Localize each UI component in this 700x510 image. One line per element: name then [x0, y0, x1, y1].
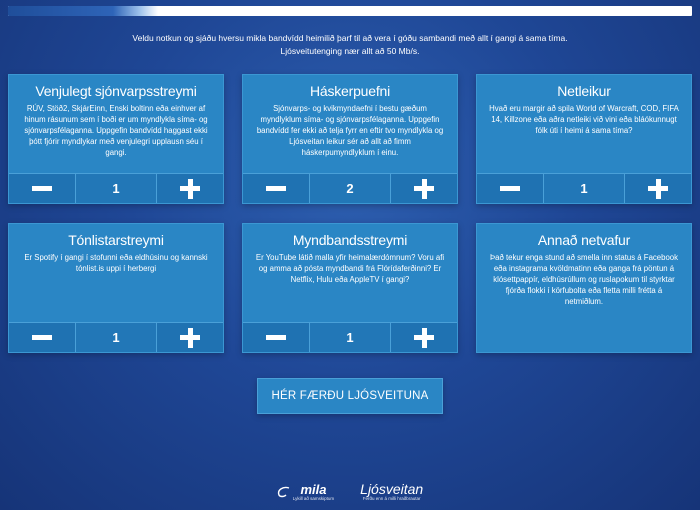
mila-logo-tagline: Lykill að samskiptum [292, 495, 335, 501]
plus-icon [180, 179, 200, 199]
quantity-stepper [9, 322, 223, 352]
decrement-button[interactable] [243, 174, 309, 203]
quantity-stepper [243, 322, 457, 352]
card-description: Sjónvarps- og kvikmyndaefni í bestu gæðum myndlyklum síma- og sjónvarpsfélaganna. Uppgefin bandvídd fer ekki að telja fyrr en eftir tvo myndlykla og Ljósveitan leikur sér að allt að fimm háskerpumyndlyklum í einu. [256, 104, 444, 157]
card-title: Venjulegt sjónvarpsstreymi [35, 83, 197, 99]
mila-logo[interactable] [277, 483, 334, 502]
decrement-button[interactable] [243, 323, 309, 352]
card-video-streaming [242, 223, 458, 353]
increment-button[interactable] [391, 174, 457, 203]
swirl-icon [277, 486, 291, 498]
decrement-button[interactable] [9, 323, 75, 352]
increment-button[interactable] [391, 323, 457, 352]
card-hd-content [242, 74, 458, 204]
decrement-button[interactable] [477, 174, 543, 203]
intro-text [100, 32, 600, 58]
card-other-browsing [476, 223, 692, 353]
card-standard-tv [8, 74, 224, 204]
progress-fill [8, 6, 158, 16]
increment-button[interactable] [157, 323, 223, 352]
card-description: Er Spotify í gangi í stofunni eða eldhúsinu og kannski tónlist.is uppi í herbergi [24, 253, 208, 273]
quantity-value: 1 [75, 323, 157, 352]
quantity-stepper [9, 173, 223, 203]
card-description: Það tekur enga stund að smella inn status á Facebook eða instagrama kvöldmatinn eða ganga frá pöntun á klósettpappír, eldhúsrúllum og ruslapokum til styrktar fjórða flokki í körfubolta eða fletta milli frétta á netmiðlum. [489, 253, 679, 306]
card-description: Hvað eru margir að spila World of Warcraft, COD, FIFA 14, Killzone eða aðra netleiki við vini eða bláókunnugt fólk úti í heimi á sama tíma? [489, 104, 679, 135]
get-ljosveitan-button[interactable]: HÉR FÆRÐU LJÓSVEITUNA [257, 378, 443, 414]
progress-bar [8, 6, 692, 16]
plus-icon [414, 328, 434, 348]
card-title: Netleikur [557, 83, 611, 99]
quantity-value: 1 [543, 174, 625, 203]
card-title: Háskerpuefni [309, 83, 391, 99]
plus-icon [414, 179, 434, 199]
plus-icon [648, 179, 668, 199]
decrement-button[interactable] [9, 174, 75, 203]
footer-logos [0, 478, 700, 506]
quantity-stepper [477, 173, 691, 203]
intro-line-1: Veldu notkun og sjáðu hversu mikla bandvídd heimilið þarf til að vera í góðu sambandi með allt í gangi á sama tíma. [132, 33, 568, 43]
ljosveitan-logo-name: Ljósveitan [360, 480, 424, 497]
quantity-value: 2 [309, 174, 391, 203]
minus-icon [266, 186, 286, 191]
minus-icon [32, 335, 52, 340]
increment-button[interactable] [625, 174, 691, 203]
minus-icon [266, 335, 286, 340]
card-music-streaming [8, 223, 224, 353]
increment-button[interactable] [157, 174, 223, 203]
card-description: Er YouTube látið malla yfir heimalærdómnum? Voru afi og amma að pósta myndbandi frá Flórídaferðinni? Er Netflix, Hulu eða AppleTV í gangi? [255, 253, 445, 284]
card-description: RÚV, Stöð2, SkjárEinn, Enski boltinn eða einhver af hinum rásunum sem í boði er um myndlykla síma- og sjónvarpsfélaganna. Uppgefin bandvídd haggast ekki þótt fjórir myndlykar með venjulegri upplausn séu í gangi. [24, 104, 208, 157]
plus-icon [180, 328, 200, 348]
ljosveitan-logo-tagline: Ferðu enn á milli hraðbrautar [362, 495, 421, 501]
card-title: Myndbandsstreymi [292, 232, 408, 248]
quantity-value: 1 [75, 174, 157, 203]
quantity-stepper [243, 173, 457, 203]
quantity-value: 1 [309, 323, 391, 352]
ljosveitan-logo[interactable] [360, 480, 424, 502]
minus-icon [32, 186, 52, 191]
card-online-gaming [476, 74, 692, 204]
card-title: Annað netvafur [537, 232, 631, 248]
card-title: Tónlistarstreymi [68, 232, 164, 248]
mila-logo-name: mila [300, 481, 327, 497]
minus-icon [500, 186, 520, 191]
intro-line-2: Ljósveitutenging nær allt að 50 Mb/s. [280, 46, 420, 56]
